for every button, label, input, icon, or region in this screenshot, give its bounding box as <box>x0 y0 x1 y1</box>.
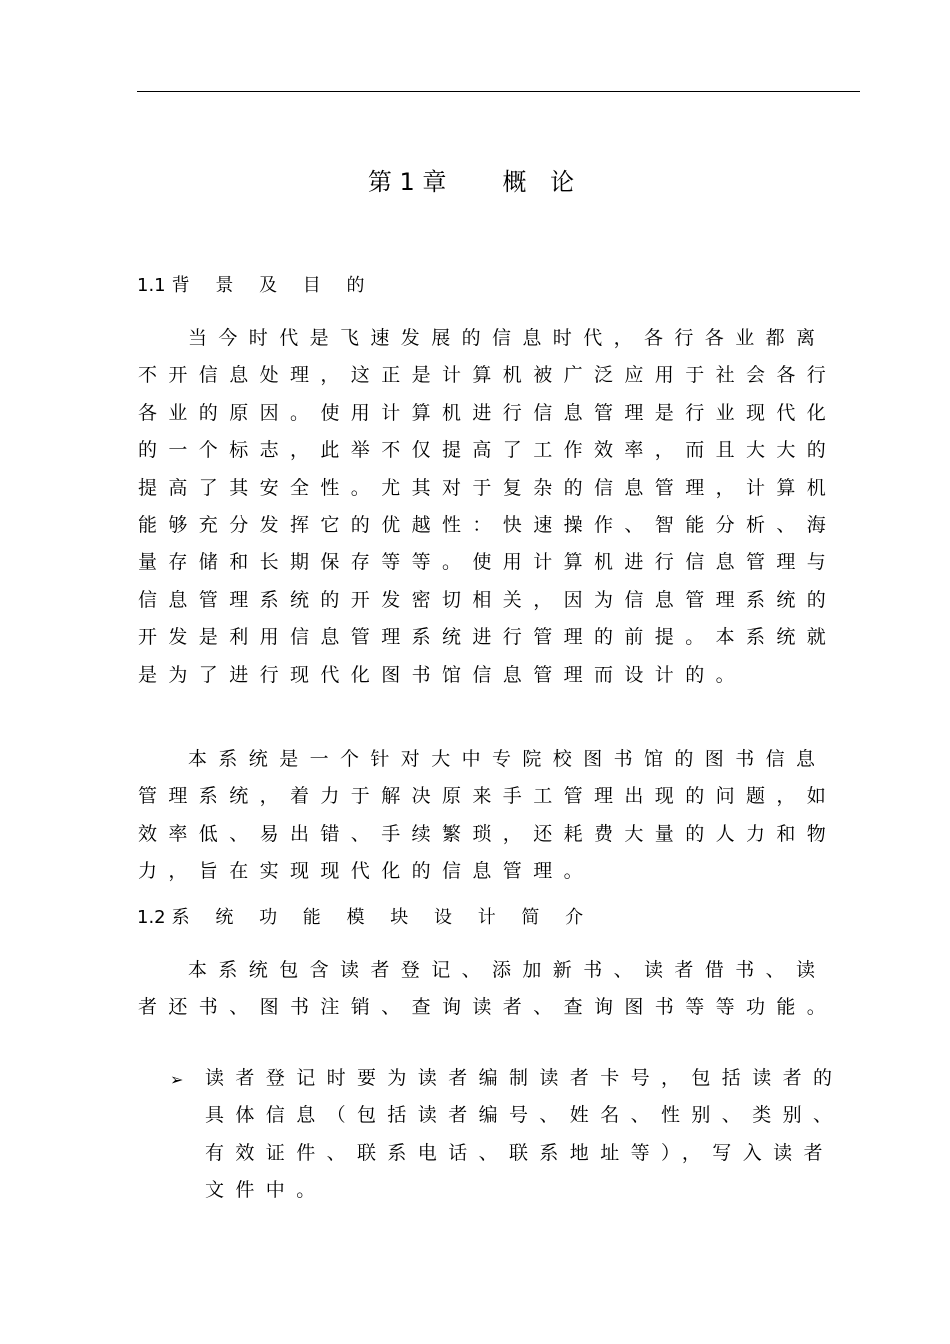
paragraph: 本系统是一个针对大中专院校图书馆的图书信息管理系统，着力于解决原来手工管理出现的问题，如效率低、易出错、手续繁琐，还耗费大量的人力和物力，旨在实现现代化的信息管理。 <box>138 748 838 883</box>
section-heading-1-2 <box>137 905 593 931</box>
chapter-title: 概 论 <box>502 168 583 196</box>
section-title: 系 统 功 能 模 块 设 计 简 介 <box>171 907 594 928</box>
section-number: 1.1 <box>137 275 166 296</box>
header-rule <box>137 91 860 92</box>
section-heading-1-1 <box>137 273 375 299</box>
bullet-arrow-icon: ➢ <box>170 1070 184 1089</box>
paragraph: 当今时代是飞速发展的信息时代，各行各业都离不开信息处理，这正是计算机被广泛应用于社会各行各业的原因。使用计算机进行信息管理是行业现代化的一个标志，此举不仅提高了工作效率，而且大大的提高了其安全性。尤其对于复杂的信息管理，计算机能够充分发挥它的优越性：快速操作、智能分析、海量存储和长期保存等等。使用计算机进行信息管理与信息管理系统的开发密切相关，因为信息管理系统的开发是利用信息管理系统进行管理的前提。本系统就是为了进行现代化图书馆信息管理而设计的。 <box>138 327 838 686</box>
section-number: 1.2 <box>137 907 166 928</box>
chapter-heading <box>0 166 950 198</box>
section-title: 背 景 及 目 的 <box>171 275 375 296</box>
bullet-item: 读者登记时要为读者编制读者卡号，包括读者的具体信息（包括读者编号、姓名、性别、类别、有效证件、联系电话、联系地址等），写入读者文件中。 <box>205 1067 844 1202</box>
paragraph: 本系统包含读者登记、添加新书、读者借书、读者还书、图书注销、查询读者、查询图书等等功能。 <box>138 959 838 1019</box>
chapter-number: 第 1 章 <box>367 168 447 196</box>
